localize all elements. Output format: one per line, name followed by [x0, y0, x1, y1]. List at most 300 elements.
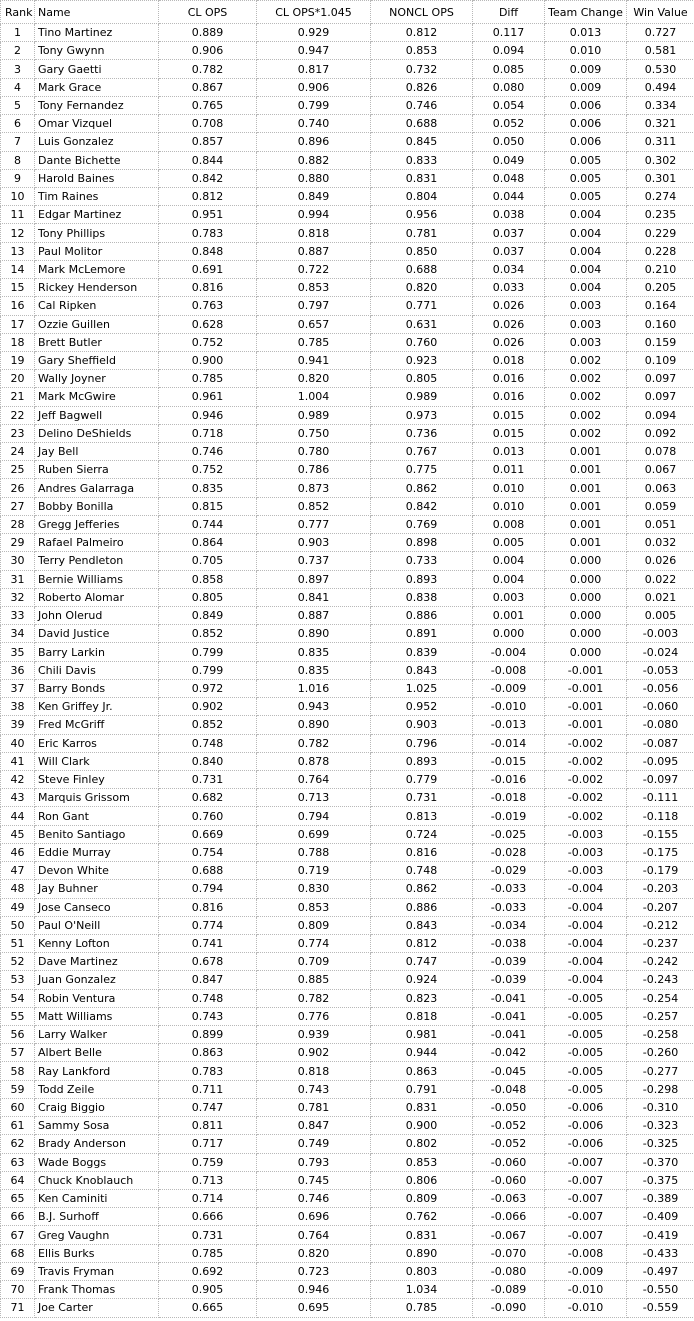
rank-cell: 5: [1, 96, 35, 114]
rank-cell: 47: [1, 862, 35, 880]
table-row: [1, 333, 694, 351]
rank-cell: 12: [1, 224, 35, 242]
team-change-cell: 0.000: [545, 625, 627, 643]
team-change-cell: 0.005: [545, 169, 627, 187]
table-row: [1, 260, 694, 278]
noncl-ops-cell: 0.804: [371, 187, 473, 205]
rank-cell: 43: [1, 789, 35, 807]
team-change-cell: 0.006: [545, 115, 627, 133]
diff-cell: 0.033: [473, 279, 545, 297]
table-row: [1, 1098, 694, 1116]
table-row: [1, 1062, 694, 1080]
rank-cell: 57: [1, 1044, 35, 1062]
win-value-cell: -0.323: [627, 1117, 694, 1135]
name-cell: Andres Galarraga: [35, 479, 159, 497]
cl-ops-adjusted-cell: 1.016: [257, 679, 371, 697]
rank-cell: 59: [1, 1080, 35, 1098]
win-value-cell: -0.087: [627, 734, 694, 752]
noncl-ops-cell: 1.025: [371, 679, 473, 697]
cl-ops-cell: 0.691: [159, 260, 257, 278]
team-change-cell: 0.003: [545, 297, 627, 315]
rank-cell: 23: [1, 424, 35, 442]
diff-cell: -0.039: [473, 953, 545, 971]
team-change-cell: 0.003: [545, 333, 627, 351]
cl-ops-cell: 0.812: [159, 187, 257, 205]
noncl-ops-cell: 0.802: [371, 1135, 473, 1153]
noncl-ops-cell: 0.973: [371, 406, 473, 424]
name-cell: Tony Fernandez: [35, 96, 159, 114]
cl-ops-cell: 0.760: [159, 807, 257, 825]
team-change-cell: 0.004: [545, 224, 627, 242]
win-value-cell: -0.056: [627, 679, 694, 697]
cl-ops-adjusted-cell: 0.788: [257, 843, 371, 861]
cl-ops-adjusted-cell: 0.890: [257, 625, 371, 643]
noncl-ops-cell: 0.724: [371, 825, 473, 843]
rank-cell: 3: [1, 60, 35, 78]
table-row: [1, 115, 694, 133]
cl-ops-cell: 0.852: [159, 625, 257, 643]
team-change-cell: -0.010: [545, 1281, 627, 1299]
cl-ops-adjusted-cell: 0.841: [257, 588, 371, 606]
diff-cell: -0.013: [473, 716, 545, 734]
table-row: [1, 206, 694, 224]
table-row: [1, 224, 694, 242]
rank-cell: 53: [1, 971, 35, 989]
win-value-cell: -0.053: [627, 661, 694, 679]
name-cell: Edgar Martinez: [35, 206, 159, 224]
name-cell: Wally Joyner: [35, 370, 159, 388]
rank-cell: 49: [1, 898, 35, 916]
noncl-ops-cell: 0.806: [371, 1171, 473, 1189]
noncl-ops-cell: 0.631: [371, 315, 473, 333]
noncl-ops-cell: 0.850: [371, 242, 473, 260]
rank-cell: 46: [1, 843, 35, 861]
noncl-ops-cell: 0.989: [371, 388, 473, 406]
noncl-ops-cell: 0.688: [371, 260, 473, 278]
cl-ops-adjusted-cell: 0.695: [257, 1299, 371, 1317]
name-cell: Luis Gonzalez: [35, 133, 159, 151]
cl-ops-adjusted-cell: 0.947: [257, 42, 371, 60]
rank-cell: 1: [1, 24, 35, 42]
cl-ops-adjusted-cell: 0.764: [257, 770, 371, 788]
table-row: [1, 1135, 694, 1153]
table-row: [1, 843, 694, 861]
table-row: [1, 279, 694, 297]
name-cell: Mark McGwire: [35, 388, 159, 406]
win-value-cell: -0.118: [627, 807, 694, 825]
noncl-ops-cell: 0.785: [371, 1299, 473, 1317]
diff-cell: -0.090: [473, 1299, 545, 1317]
win-value-cell: 0.021: [627, 588, 694, 606]
name-cell: Benito Santiago: [35, 825, 159, 843]
cl-ops-adjusted-cell: 0.793: [257, 1153, 371, 1171]
win-value-cell: 0.235: [627, 206, 694, 224]
team-change-cell: -0.007: [545, 1208, 627, 1226]
win-value-cell: 0.022: [627, 570, 694, 588]
name-cell: Mark McLemore: [35, 260, 159, 278]
table-row: [1, 1262, 694, 1280]
cl-ops-cell: 0.946: [159, 406, 257, 424]
rank-cell: 55: [1, 1007, 35, 1025]
table-row: [1, 515, 694, 533]
cl-ops-cell: 0.774: [159, 916, 257, 934]
diff-cell: 0.117: [473, 24, 545, 42]
cl-ops-adjusted-cell: 0.782: [257, 734, 371, 752]
rank-cell: 29: [1, 534, 35, 552]
win-value-cell: 0.530: [627, 60, 694, 78]
noncl-ops-cell: 0.733: [371, 552, 473, 570]
win-value-cell: -0.389: [627, 1190, 694, 1208]
rank-cell: 19: [1, 351, 35, 369]
name-cell: Tony Phillips: [35, 224, 159, 242]
cl-ops-adjusted-cell: 0.887: [257, 242, 371, 260]
cl-ops-cell: 0.708: [159, 115, 257, 133]
name-cell: Eddie Murray: [35, 843, 159, 861]
table-row: [1, 625, 694, 643]
win-value-cell: 0.094: [627, 406, 694, 424]
table-row: [1, 1299, 694, 1317]
team-change-cell: -0.004: [545, 953, 627, 971]
win-value-cell: -0.203: [627, 880, 694, 898]
name-cell: Frank Thomas: [35, 1281, 159, 1299]
name-cell: Gregg Jefferies: [35, 515, 159, 533]
team-change-cell: -0.007: [545, 1171, 627, 1189]
diff-cell: 0.010: [473, 497, 545, 515]
table-row: [1, 424, 694, 442]
rank-cell: 69: [1, 1262, 35, 1280]
name-cell: Ray Lankford: [35, 1062, 159, 1080]
win-value-cell: -0.243: [627, 971, 694, 989]
cl-ops-cell: 0.835: [159, 479, 257, 497]
table-row: [1, 1117, 694, 1135]
table-row: [1, 1026, 694, 1044]
team-change-cell: -0.004: [545, 880, 627, 898]
header-row: [1, 1, 694, 24]
table-row: [1, 443, 694, 461]
cl-ops-adjusted-cell: 0.745: [257, 1171, 371, 1189]
team-change-cell: 0.002: [545, 406, 627, 424]
diff-cell: -0.060: [473, 1153, 545, 1171]
win-value-cell: -0.060: [627, 698, 694, 716]
name-cell: Ken Caminiti: [35, 1190, 159, 1208]
team-change-cell: -0.002: [545, 789, 627, 807]
diff-cell: -0.052: [473, 1135, 545, 1153]
cl-ops-cell: 0.711: [159, 1080, 257, 1098]
cl-ops-adjusted-cell: 0.880: [257, 169, 371, 187]
cl-ops-adjusted-cell: 0.780: [257, 443, 371, 461]
rank-cell: 4: [1, 78, 35, 96]
diff-cell: 0.001: [473, 607, 545, 625]
noncl-ops-cell: 0.813: [371, 807, 473, 825]
cl-ops-cell: 0.794: [159, 880, 257, 898]
win-value-cell: -0.111: [627, 789, 694, 807]
rank-cell: 27: [1, 497, 35, 515]
cl-ops-cell: 0.682: [159, 789, 257, 807]
name-cell: Barry Larkin: [35, 643, 159, 661]
cl-ops-cell: 0.815: [159, 497, 257, 515]
table-row: [1, 807, 694, 825]
team-change-cell: 0.002: [545, 424, 627, 442]
diff-cell: -0.034: [473, 916, 545, 934]
diff-cell: 0.037: [473, 224, 545, 242]
cl-ops-cell: 0.902: [159, 698, 257, 716]
noncl-ops-cell: 0.746: [371, 96, 473, 114]
name-cell: Gary Sheffield: [35, 351, 159, 369]
cl-ops-cell: 0.783: [159, 1062, 257, 1080]
diff-cell: 0.004: [473, 570, 545, 588]
win-value-cell: -0.497: [627, 1262, 694, 1280]
win-value-cell: 0.301: [627, 169, 694, 187]
team-change-cell: -0.007: [545, 1190, 627, 1208]
noncl-ops-cell: 0.891: [371, 625, 473, 643]
name-cell: Gary Gaetti: [35, 60, 159, 78]
cl-ops-adjusted-cell: 0.906: [257, 78, 371, 96]
diff-cell: -0.010: [473, 698, 545, 716]
noncl-ops-cell: 0.762: [371, 1208, 473, 1226]
diff-cell: 0.050: [473, 133, 545, 151]
diff-cell: -0.028: [473, 843, 545, 861]
cl-ops-cell: 0.905: [159, 1281, 257, 1299]
win-value-cell: -0.550: [627, 1281, 694, 1299]
name-cell: Jay Buhner: [35, 880, 159, 898]
diff-cell: 0.026: [473, 297, 545, 315]
cl-ops-adjusted-cell: 0.764: [257, 1226, 371, 1244]
win-value-cell: -0.433: [627, 1244, 694, 1262]
team-change-cell: 0.001: [545, 461, 627, 479]
table-row: [1, 679, 694, 697]
rank-cell: 64: [1, 1171, 35, 1189]
diff-cell: -0.038: [473, 934, 545, 952]
noncl-ops-cell: 0.816: [371, 843, 473, 861]
diff-cell: 0.026: [473, 333, 545, 351]
win-value-cell: 0.059: [627, 497, 694, 515]
name-cell: Ken Griffey Jr.: [35, 698, 159, 716]
rank-cell: 51: [1, 934, 35, 952]
noncl-ops-cell: 0.781: [371, 224, 473, 242]
diff-cell: -0.045: [473, 1062, 545, 1080]
table-row: [1, 297, 694, 315]
noncl-ops-cell: 0.747: [371, 953, 473, 971]
noncl-ops-cell: 0.890: [371, 1244, 473, 1262]
table-row: [1, 643, 694, 661]
win-value-cell: 0.334: [627, 96, 694, 114]
cl-ops-cell: 0.785: [159, 370, 257, 388]
win-value-cell: -0.175: [627, 843, 694, 861]
name-cell: Rickey Henderson: [35, 279, 159, 297]
noncl-ops-cell: 0.775: [371, 461, 473, 479]
table-row: [1, 588, 694, 606]
cl-ops-adjusted-cell: 0.737: [257, 552, 371, 570]
win-value-cell: 0.494: [627, 78, 694, 96]
cl-ops-adjusted-cell: 0.943: [257, 698, 371, 716]
cl-ops-adjusted-cell: 0.849: [257, 187, 371, 205]
team-change-cell: -0.002: [545, 752, 627, 770]
diff-cell: -0.015: [473, 752, 545, 770]
noncl-ops-cell: 0.842: [371, 497, 473, 515]
team-change-cell: -0.003: [545, 843, 627, 861]
cl-ops-adjusted-cell: 0.820: [257, 1244, 371, 1262]
win-value-cell: -0.310: [627, 1098, 694, 1116]
team-change-cell: 0.002: [545, 351, 627, 369]
team-change-cell: -0.001: [545, 661, 627, 679]
name-cell: Joe Carter: [35, 1299, 159, 1317]
diff-cell: -0.048: [473, 1080, 545, 1098]
cl-ops-adjusted-cell: 0.835: [257, 643, 371, 661]
table-row: [1, 461, 694, 479]
col-header-noncl-ops: NONCL OPS: [371, 1, 473, 24]
name-cell: Sammy Sosa: [35, 1117, 159, 1135]
cl-ops-cell: 0.669: [159, 825, 257, 843]
rank-cell: 22: [1, 406, 35, 424]
team-change-cell: 0.001: [545, 479, 627, 497]
cl-ops-cell: 0.752: [159, 333, 257, 351]
rank-cell: 58: [1, 1062, 35, 1080]
cl-ops-adjusted-cell: 0.743: [257, 1080, 371, 1098]
table-row: [1, 698, 694, 716]
team-change-cell: 0.009: [545, 78, 627, 96]
name-cell: Chili Davis: [35, 661, 159, 679]
cl-ops-adjusted-cell: 0.776: [257, 1007, 371, 1025]
name-cell: Albert Belle: [35, 1044, 159, 1062]
cl-ops-cell: 0.718: [159, 424, 257, 442]
diff-cell: 0.011: [473, 461, 545, 479]
table-row: [1, 242, 694, 260]
cl-ops-adjusted-cell: 0.750: [257, 424, 371, 442]
name-cell: Greg Vaughn: [35, 1226, 159, 1244]
table-row: [1, 42, 694, 60]
noncl-ops-cell: 0.831: [371, 1098, 473, 1116]
name-cell: Paul Molitor: [35, 242, 159, 260]
diff-cell: -0.067: [473, 1226, 545, 1244]
win-value-cell: 0.228: [627, 242, 694, 260]
win-value-cell: -0.179: [627, 862, 694, 880]
win-value-cell: 0.210: [627, 260, 694, 278]
diff-cell: 0.008: [473, 515, 545, 533]
diff-cell: -0.070: [473, 1244, 545, 1262]
team-change-cell: -0.009: [545, 1262, 627, 1280]
name-cell: Ron Gant: [35, 807, 159, 825]
win-value-cell: 0.005: [627, 607, 694, 625]
noncl-ops-cell: 0.736: [371, 424, 473, 442]
name-cell: Rafael Palmeiro: [35, 534, 159, 552]
table-row: [1, 351, 694, 369]
diff-cell: 0.018: [473, 351, 545, 369]
name-cell: Bobby Bonilla: [35, 497, 159, 515]
win-value-cell: 0.159: [627, 333, 694, 351]
cl-ops-cell: 0.748: [159, 734, 257, 752]
name-cell: Jose Canseco: [35, 898, 159, 916]
team-change-cell: 0.001: [545, 497, 627, 515]
cl-ops-cell: 0.785: [159, 1244, 257, 1262]
cl-ops-adjusted-cell: 0.774: [257, 934, 371, 952]
col-header-diff: Diff: [473, 1, 545, 24]
col-header-team-change: Team Change: [545, 1, 627, 24]
diff-cell: 0.044: [473, 187, 545, 205]
cl-ops-cell: 0.628: [159, 315, 257, 333]
table-row: [1, 953, 694, 971]
name-cell: Ruben Sierra: [35, 461, 159, 479]
cl-ops-adjusted-cell: 0.852: [257, 497, 371, 515]
cl-ops-cell: 0.857: [159, 133, 257, 151]
rank-cell: 16: [1, 297, 35, 315]
name-cell: B.J. Surhoff: [35, 1208, 159, 1226]
diff-cell: -0.009: [473, 679, 545, 697]
cl-ops-adjusted-cell: 0.903: [257, 534, 371, 552]
diff-cell: 0.048: [473, 169, 545, 187]
noncl-ops-cell: 0.732: [371, 60, 473, 78]
col-header-cl-ops: CL OPS: [159, 1, 257, 24]
diff-cell: 0.034: [473, 260, 545, 278]
diff-cell: 0.094: [473, 42, 545, 60]
rank-cell: 37: [1, 679, 35, 697]
cl-ops-cell: 0.743: [159, 1007, 257, 1025]
cl-ops-cell: 0.752: [159, 461, 257, 479]
cl-ops-cell: 0.746: [159, 443, 257, 461]
diff-cell: -0.029: [473, 862, 545, 880]
name-cell: Wade Boggs: [35, 1153, 159, 1171]
team-change-cell: -0.010: [545, 1299, 627, 1317]
cl-ops-adjusted-cell: 0.781: [257, 1098, 371, 1116]
cl-ops-adjusted-cell: 1.004: [257, 388, 371, 406]
name-cell: Matt Williams: [35, 1007, 159, 1025]
win-value-cell: 0.581: [627, 42, 694, 60]
name-cell: Steve Finley: [35, 770, 159, 788]
name-cell: Jeff Bagwell: [35, 406, 159, 424]
rank-cell: 63: [1, 1153, 35, 1171]
noncl-ops-cell: 0.812: [371, 934, 473, 952]
cl-ops-adjusted-cell: 0.657: [257, 315, 371, 333]
cl-ops-cell: 0.747: [159, 1098, 257, 1116]
win-value-cell: -0.095: [627, 752, 694, 770]
table-row: [1, 570, 694, 588]
cl-ops-adjusted-cell: 0.696: [257, 1208, 371, 1226]
win-value-cell: -0.003: [627, 625, 694, 643]
cl-ops-adjusted-cell: 0.941: [257, 351, 371, 369]
table-row: [1, 971, 694, 989]
diff-cell: 0.010: [473, 479, 545, 497]
cl-ops-cell: 0.688: [159, 862, 257, 880]
cl-ops-cell: 0.765: [159, 96, 257, 114]
win-value-cell: 0.229: [627, 224, 694, 242]
name-cell: Cal Ripken: [35, 297, 159, 315]
noncl-ops-cell: 0.688: [371, 115, 473, 133]
rank-cell: 20: [1, 370, 35, 388]
win-value-cell: 0.051: [627, 515, 694, 533]
noncl-ops-cell: 0.779: [371, 770, 473, 788]
win-value-cell: -0.277: [627, 1062, 694, 1080]
cl-ops-adjusted-cell: 0.878: [257, 752, 371, 770]
diff-cell: 0.005: [473, 534, 545, 552]
rank-cell: 44: [1, 807, 35, 825]
cl-ops-adjusted-cell: 0.835: [257, 661, 371, 679]
team-change-cell: 0.000: [545, 552, 627, 570]
col-header-name: Name: [35, 1, 159, 24]
cl-ops-cell: 0.906: [159, 42, 257, 60]
name-cell: Brady Anderson: [35, 1135, 159, 1153]
diff-cell: 0.054: [473, 96, 545, 114]
table-row: [1, 60, 694, 78]
cl-ops-cell: 0.665: [159, 1299, 257, 1317]
rank-cell: 35: [1, 643, 35, 661]
table-row: [1, 133, 694, 151]
rank-cell: 7: [1, 133, 35, 151]
team-change-cell: 0.000: [545, 607, 627, 625]
rank-cell: 21: [1, 388, 35, 406]
diff-cell: -0.050: [473, 1098, 545, 1116]
noncl-ops-cell: 0.748: [371, 862, 473, 880]
team-change-cell: -0.003: [545, 862, 627, 880]
noncl-ops-cell: 0.831: [371, 169, 473, 187]
